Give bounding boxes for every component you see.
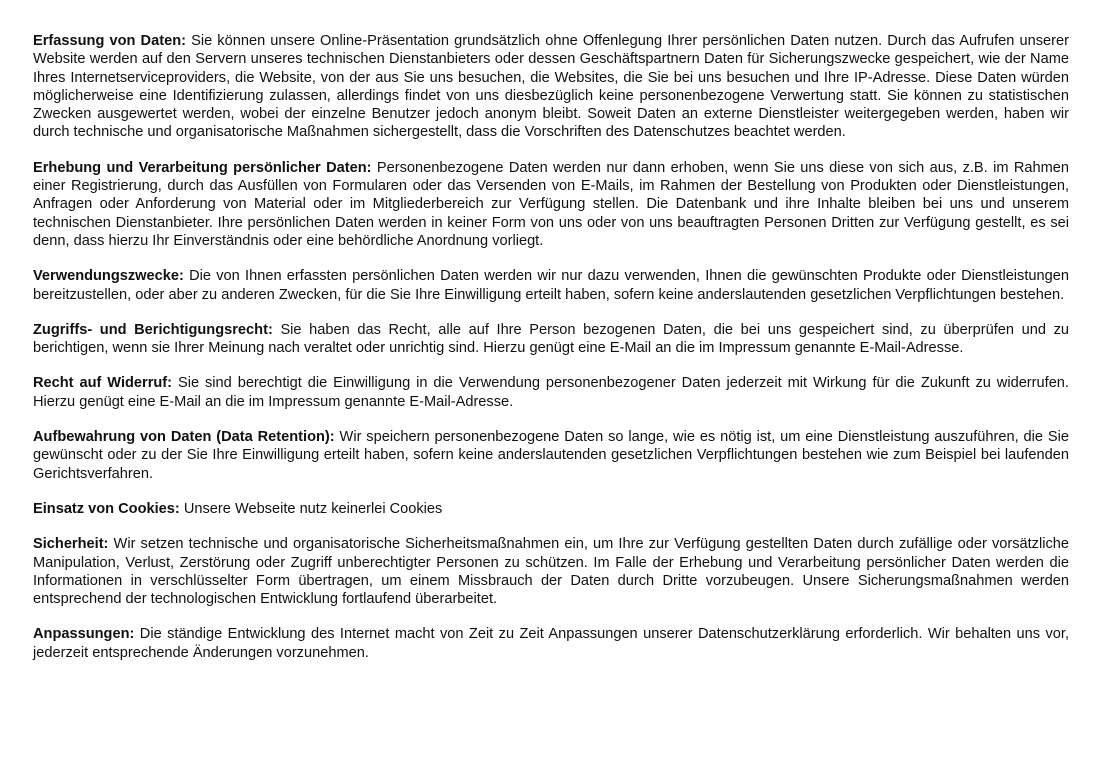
section-text: Sie haben das Recht, alle auf Ihre Person bezogenen Daten, die bei uns gespeichert sind, zu überprüfen und zu berichtigen, wenn sie Ihrer Meinung nach veraltet oder unrichtig sind. Hierzu genügt eine E-Mail an die im Impressum genannte E-Mail-Adresse. (33, 321, 1070, 357)
section-heading: Erhebung und Verarbeitung persönlicher Daten: (33, 159, 372, 176)
section-heading: Verwendungszwecke: (33, 268, 184, 285)
section-purposes (33, 267, 1069, 304)
section-adjustments (33, 625, 1069, 662)
section-personal-data-processing (33, 159, 1069, 250)
section-data-retention (33, 428, 1069, 483)
section-text: Die von Ihnen erfassten persönlichen Daten werden wir nur dazu verwenden, Ihnen die gewünschten Produkte oder Dienstleistungen bereitzustellen, oder aber zu anderen Zwecken, für die Sie Ihre Einwilligung erteilt haben, sofern keine anderslautenden gesetzlichen Verpflichtungen bestehen. (33, 268, 1069, 303)
section-cookies (33, 500, 1069, 518)
section-security (33, 535, 1069, 608)
section-text: Sie können unsere Online-Präsentation grundsätzlich ohne Offenlegung Ihrer persönlichen Daten nutzen. Durch das Aufrufen unserer Website werden auf den Servern unseres technischen Dienstanbieters oder dessen Geschäftspartnern Daten für Sicherungszwecke gespeichert, wie der Name Ihres Internetserviceproviders, die Website, von der aus Sie uns besuchen, die Websites, die Sie bei uns besuchen und Ihre IP-Adresse. Diese Daten würden möglicherweise eine Identifizierung zulassen, allerdings findet von uns diesbezüglich keine personenbezogene Verwertung statt. Sie können zu statistischen Zwecken ausgewertet werden, wobei der einzelne Benutzer jedoch anonym bleibt. Soweit Daten an externe Dienstleister weitergegeben werden, haben wir durch technische und organisatorische Maßnahmen sichergestellt, dass die Vorschriften des Datenschutzes beachtet werden. (33, 33, 1069, 141)
section-text: Unsere Webseite nutz keinerlei Cookies (183, 500, 443, 517)
section-heading: Einsatz von Cookies: (33, 500, 180, 517)
section-heading: Zugriffs- und Berichtigungsrecht: (33, 321, 273, 338)
section-data-collection (33, 32, 1069, 142)
section-heading: Aufbewahrung von Daten (Data Retention): (33, 429, 335, 446)
section-revocation (33, 374, 1069, 411)
section-text: Sie sind berechtigt die Einwilligung in die Verwendung personenbezogener Daten jederzeit mit Wirkung für die Zukunft zu widerrufen. Hierzu genügt eine E-Mail an die im Impressum genannte E-Mail-Adresse. (33, 375, 1069, 410)
section-text: Personenbezogene Daten werden nur dann erhoben, wenn Sie uns diese von sich aus, z.B. im Rahmen einer Registrierung, durch das Ausfüllen von Formularen oder das Versenden von E-Mails, im Rahmen der Bestellung von Produkten oder Dienstleistungen, Anfragen oder Anforderung von Material oder im Mitgliederbereich zur Verfügung stellen. Die Datenbank und ihre Inhalte bleiben bei uns und unserem technischen Dienstanbieter. Ihre persönlichen Daten werden in keiner Form von uns oder von uns beauftragten Personen Dritten zur Verfügung gestellt, es sei denn, dass hierzu Ihr Einverständnis oder eine behördliche Anordnung vorliegt. (33, 159, 1070, 249)
privacy-policy-document (33, 32, 1069, 679)
section-text: Die ständige Entwicklung des Internet macht von Zeit zu Zeit Anpassungen unserer Datenschutzerklärung erforderlich. Wir behalten uns vor, jederzeit entsprechende Änderungen vorzunehmen. (33, 626, 1069, 661)
section-text: Wir setzen technische und organisatorische Sicherheitsmaßnahmen ein, um Ihre zur Verfügung gestellten Daten durch zufällige oder vorsätzliche Manipulation, Verlust, Zerstörung oder Zugriff unberechtigter Personen zu schützen. Im Falle der Erhebung und Verarbeitung persönlicher Daten werden die Informationen in verschlüsselter Form übertragen, um einem Missbrauch der Daten durch Dritte vorzubeugen. Unsere Sicherungsmaßnahmen werden entsprechend der technologischen Entwicklung fortlaufend überarbeitet. (33, 536, 1069, 608)
section-access-rights (33, 321, 1069, 358)
section-heading: Recht auf Widerruf: (33, 375, 173, 392)
section-heading: Erfassung von Daten: (33, 33, 186, 49)
section-heading: Anpassungen: (33, 626, 135, 643)
section-heading: Sicherheit: (33, 536, 109, 553)
section-text: Wir speichern personenbezogene Daten so lange, wie es nötig ist, um eine Dienstleistung auszuführen, die Sie gewünscht oder zu der Sie Ihre Einwilligung erteilt haben, sofern keine anderslautenden gesetzlichen Verpflichtungen bestehen wie zum Beispiel bei laufenden Gerichtsverfahren. (33, 429, 1070, 482)
